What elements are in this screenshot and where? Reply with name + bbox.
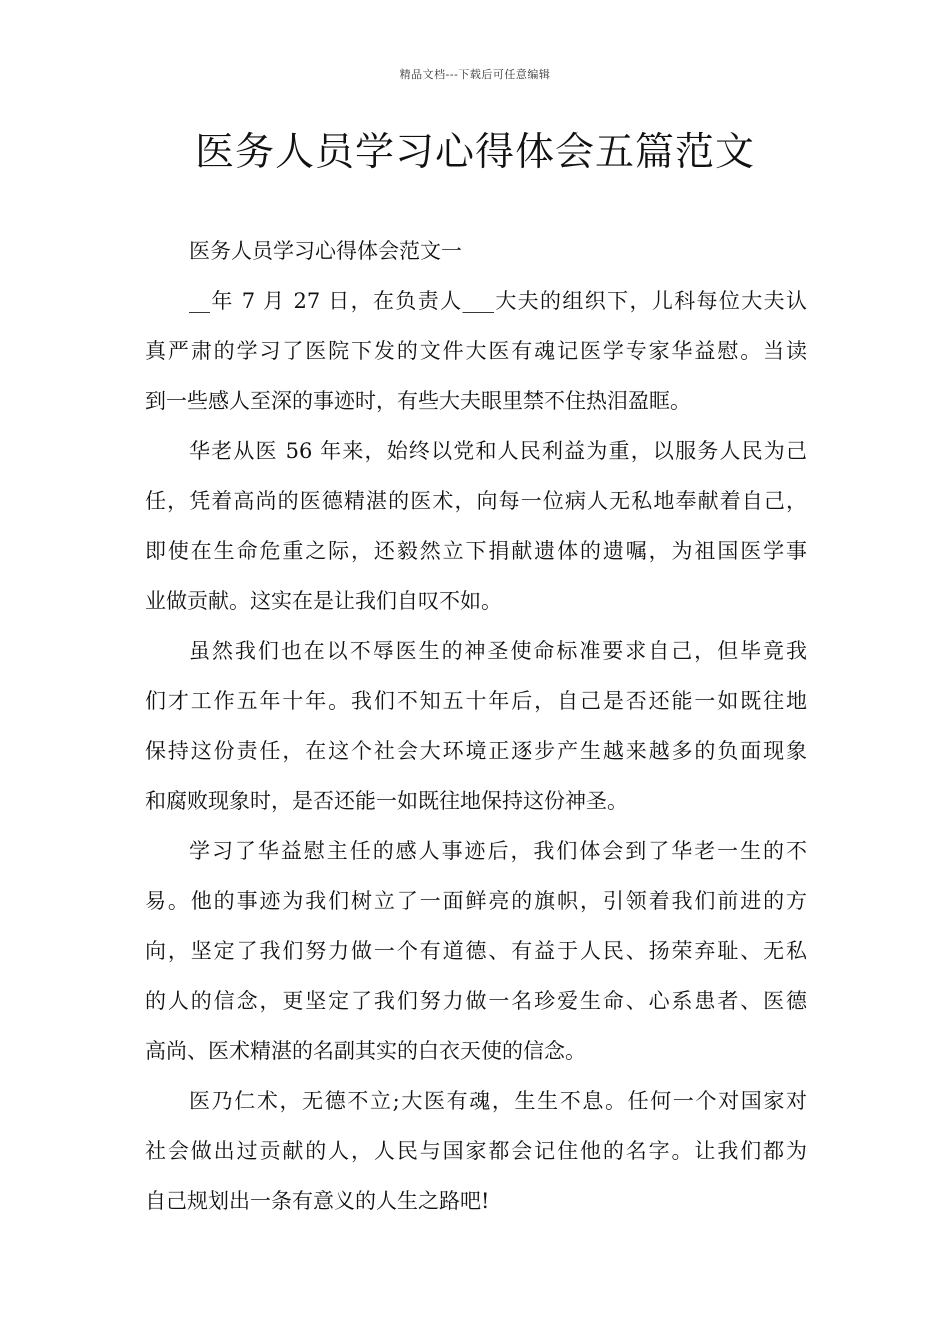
paragraph-line: 任，凭着高尚的医德精湛的医术，向每一位病人无私地奉献着自己，	[145, 489, 807, 513]
paragraph-line: 业做贡献。这实在是让我们自叹不如。	[145, 589, 502, 613]
paragraph-line: 向，坚定了我们努力做一个有道德、有益于人民、扬荣弃耻、无私	[145, 939, 807, 963]
paragraph-line: __年 7 月 27 日，在负责人___大夫的组织下，儿科每位大夫认	[189, 289, 807, 313]
paragraph-4	[145, 826, 807, 1076]
paragraph-5	[145, 1076, 807, 1226]
paragraph-line: 高尚、医术精湛的名副其实的白衣天使的信念。	[145, 1039, 586, 1063]
paragraph-1	[145, 276, 807, 426]
paragraph-line: 社会做出过贡献的人，人民与国家都会记住他的名字。让我们都为	[145, 1139, 807, 1163]
paragraph-line: 们才工作五年十年。我们不知五十年后，自己是否还能一如既往地	[145, 689, 807, 713]
paragraph-line: 即使在生命危重之际，还毅然立下捐献遗体的遗嘱，为祖国医学事	[145, 539, 807, 563]
paragraph-line: 真严肃的学习了医院下发的文件大医有魂记医学专家华益慰。当读	[145, 339, 807, 363]
paragraph-line: 医乃仁术，无德不立;大医有魂，生生不息。任何一个对国家对	[189, 1089, 807, 1113]
paragraph-line: 到一些感人至深的事迹时，有些大夫眼里禁不住热泪盈眶。	[145, 389, 691, 413]
paragraph-line: 虽然我们也在以不辱医生的神圣使命标准要求自己，但毕竟我	[189, 639, 807, 663]
paragraph-3	[145, 626, 807, 826]
paragraph-line: 保持这份责任，在这个社会大环境正逐步产生越来越多的负面现象	[145, 739, 807, 763]
document-body	[145, 226, 807, 1226]
paragraph-line: 学习了华益慰主任的感人事迹后，我们体会到了华老一生的不	[189, 839, 807, 863]
paragraph-line: 的人的信念，更坚定了我们努力做一名珍爱生命、心系患者、医德	[145, 989, 807, 1013]
paragraph-line: 自己规划出一条有意义的人生之路吧!	[145, 1189, 490, 1213]
document-title: 医务人员学习心得体会五篇范文	[194, 130, 755, 175]
paragraph-line: 华老从医 56 年来，始终以党和人民利益为重，以服务人民为己	[189, 439, 807, 463]
paragraph-line: 和腐败现象时，是否还能一如既往地保持这份神圣。	[145, 789, 628, 813]
page-header-note: 精品文档---下载后可任意编辑	[399, 68, 551, 81]
section-heading: 医务人员学习心得体会范文一	[189, 239, 462, 263]
paragraph-line: 易。他的事迹为我们树立了一面鲜亮的旗帜，引领着我们前进的方	[145, 889, 807, 913]
paragraph-2	[145, 426, 807, 626]
